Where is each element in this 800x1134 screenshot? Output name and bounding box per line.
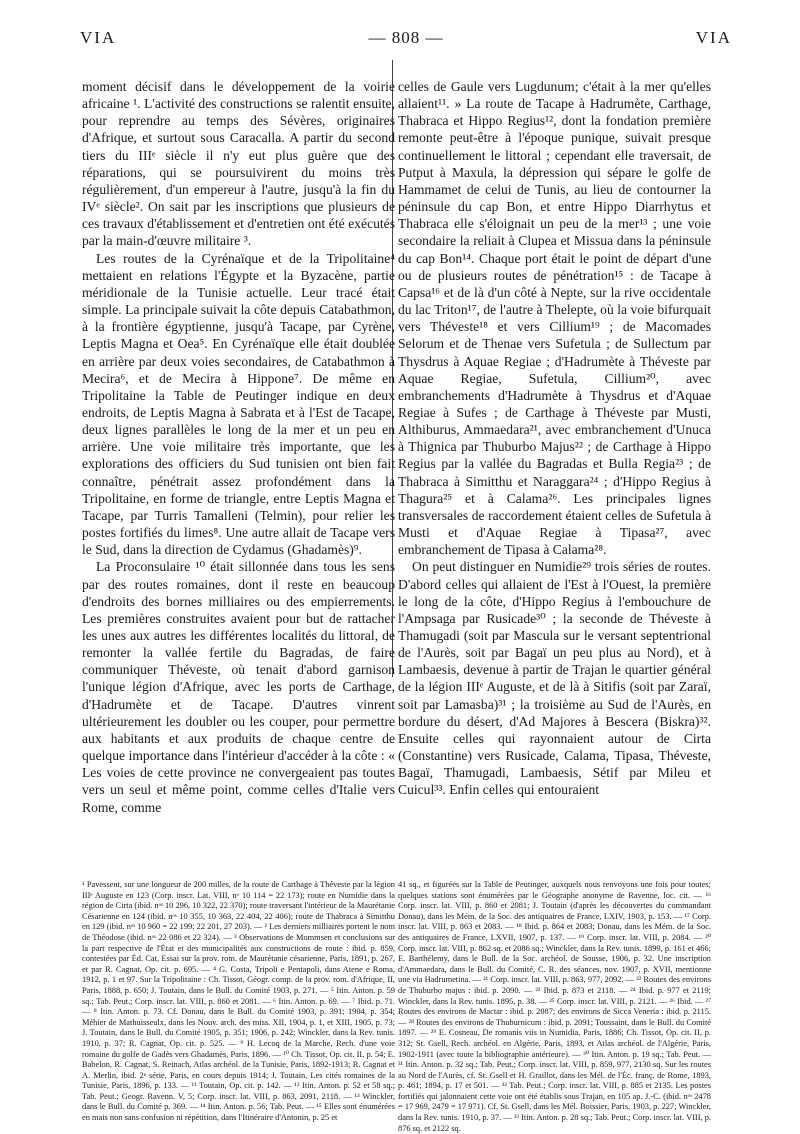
footnotes-right: 41 sq., et figurées sur la Table de Peutinger, auxquels nous renvoyons une fois pour toutes; quelques stations sont énumérées par le Géographe anonyme de Ravenne, loc. cit. — ¹⁶ Corp. inscr. lat. VIII, p. 860 et 2081; J. Toutain (d'après les découvertes du commandant Donau), dans les Mém. de la Soc. des antiquaires de France, LXIV, 1903, p. 153. — ¹⁷ Corp. inscr. lat. VIII, p. 863 et 2083. — ¹⁸ Ibid. p. 864 et 2083; Donau, dans les Mém. de la Soc. des antiquaires de France, LXVII, 1907, p. 137. — ¹⁹ Corp. inscr. lat. VIII, p. 2084. — ²⁰ Corp. inscr. lat. VIII, p. 862 sq. et 2086 sq.; Winckler, dans la Rev. tunis. 1899, p. 161 et 466; E. Barthélemy, dans le Bull. de la Soc. archéol. de Sousse, 1906, p. 32. Une inscription d'Ammaedara, dans le Bull. du Comité, C. R. des séances, nov. 1907, p. XVII, mentionne une via Hadrumetina. — ²¹ Corp. inscr. lat. VIII, p. 863, 977, 2092. — ²² Routes des environs de Thuburbo majus : ibid. p. 2090. — ²³ Ibid. p. 873 et 2118. — ²⁴ Ibid. p. 977 et 2119; Winckler, dans la Rev. tunis. 1895, p. 38. — ²⁵ Corp. inscr. lat. VIII, p. 2121. — ²⁶ Ibid. — ²⁷ Routes des environs de Mactar : ibid. p. 2087; des environs de Sicca Veneria : ibid. p. 2115. — ²⁸ Routes des environs de Thuburnicum : ibid. p. 2091; Toussaint, dans le Bull. du Comité 1897. — ²⁹ E. Cosneau, De romanis viis in Numidia, Paris, 1886; Ch. Tissot, Op. cit. II, p. 312; St. Gsell, Rech. archéol. en Algérie, Paris, 1893, et Atlas archéol. de l'Algérie, Paris, 1902-1911 (avec toute la bibliographie antérieure). — ³⁰ Itin. Anton. p. 19 sq.; Tab. Peut. — ³¹ Itin. Anton. p. 32 sq.; Tab. Peut.; Corp. inscr. lat. VIII, p. 859, 977, 2130 sq. Sur les routes au Nord de l'Aurès, cf. St. Gsell et H. Graillot, dans les Mél. de l'Éc. franç. de Rome, 1893, p. 461; 1894, p. 17 et 501. — ³² Tab. Peut.; Corp. inscr. lat. VIII, p. 885 et 2135. Les postes fortifiés qui jalonnaient cette voie ont été établis sous Trajan, en 105 ap. J.-C. (ibid. nᵒˢ 2478 = 17 969, 2479 = 17 971). Cf. St. Gsell, dans les Mél. Boissier, Paris, 1903, p. 227; Winckler, dans la Rev. tunis. 1910, p. 37. — ³³ Itin. Anton. p. 28 sq.; Tab. Peut.; Corp. inscr. lat. VIII, p. 876 sq. et 2122 sq. — [398, 880, 711, 1133]
page-number: — 808 — — [368, 28, 444, 47]
footnotes-left: ¹ Pavessent, sur une longueur de 200 milles, de la route de Carthage à Théveste par la légion IIIᵉ Auguste en 123 (Corp. inscr. Lat. VIII, nᵒ 10 114 = 22 173); route en Numidie dans la région de Cirta (ibid. nᵒˢ 10 296, 10 322, 22 370); route traversant l'intérieur de la Maurétanie Césarienne en 124 (ibid. nᵒˢ 10 355, 10 363, 22 404, 22 406); route de Thabraca à Simitthu en 129 (ibid. nᵒˢ 10 960 = 22 199; 22 201, 27 203). — ² Les derniers milliaires portent le nom de Théodose (ibid. nᵒˢ 22 086 et 22 324). — ³ Observations de Mommsen et conclusions sur la part respective de l'État et des municipalités aux constructions de route : ibid. p. 859, contestées par Éd. Cat, Essai sur la prov. rom. de Maurétanie césarienne, Paris, 1891, p. 267, et par R. Cagnat, Op. cit. p. 695. — ⁴ G. Costa, Tripoli e Pentapoli, dans Atene e Roma, 1912, p. 1 et 97. Sur la Tripolitaine : Ch. Tissot, Géogr. comp. de la prov. rom. d'Afrique, II, Paris, 1888, p. 650; J. Toutain, dans le Bull. du Comité 1903, p. 271. — ⁵ Itin. Anton. p. 59 sq.; Tab. Peut.; Corp. inscr. lat. VIII, p. 860 et 2081. — ⁶ Itin. Anton. p. 69. — ⁷ Ibid. p. 71. — ⁸ Itin. Anton. p. 73. Cf. Donau, dans le Bull. du Comité 1903, p. 391; 1904, p. 354; Méhier de Mathuisseulx, dans les Nouv. arch. des miss. XII, 1904, p. 1, et XIII, 1905, p. 73; J. Toutain, dans le Bull. du Comité 1905, p. 351; 1906, p. 242; Winckler, dans la Rev. tunis. 1910, p. 37; R. Cagnat, Op. cit. p. 525. — ⁹ H. Lecoq de la Marche, Rech. d'une voie romaine du golfe de Gadès vers Ghadamès, Paris, 1896. — ¹⁰ Ch. Tissot, Op. cit. II, p. 54; E. Babelon, R. Cagnat, S. Reinach, Atlas archéol. de la Tunisie, Paris, 1892-1913; R. Cagnat et A. Merlin, ibid. 2ᵉ série, Paris, en cours depuis 1914; J. Toutain, Les cités romaines de la Tunisie, Paris, 1896, p. 133. — ¹¹ Toutain, Op. cit. p. 142. — ¹² Itin. Anton. p. 52 et 58 sq.; Tab. Peut.; Geogr. Ravenn. V, 5; Corp. inscr. lat. VIII, p. 863, 2091, 2118. — ¹³ Winckler, dans le Bull. du Comité p. 369. — ¹⁴ Itin. Anton. p. 56; Tab. Peut. — ¹⁵ Elles sont énumérées en mais non sans confusion ni répétition, dans l'Itinéraire d'Antonin, p. 25 et — [82, 880, 395, 1123]
paragraph: moment décisif dans le développement de la voirie africaine ¹. L'activité des constructions se ralentit ensuite, pour reprendre au temps des Sévères, originaires d'Afrique, et surtout sous Caracalla. A partir du second tiers du IIIᵉ siècle il n'y eut plus guère que des réparations, qui se poursuivirent du moins très régulièrement, d'un empereur à l'autre, jusqu'à la fin du IVᵉ siècle². On sait par les inscriptions que plusieurs de ces travaux d'établissement et d'entretien ont été exécutés par la main-d'œuvre militaire ³. — [82, 79, 395, 249]
running-head-right: VIA — [695, 28, 732, 47]
page-header — [80, 28, 732, 50]
paragraph: La Proconsulaire ¹⁰ était sillonnée dans tous les sens par des routes romaines, dont il reste en beaucoup d'endroits des bornes milliaires ou des empierrements. Les premières construites avaient pour but de rattacher les unes aux autres les différentes localités du littoral, de remonter la vallée fertile du Bagradas, de faire communiquer Théveste, où tenait d'abord garnison l'unique légion d'Afrique, avec les ports de Carthage, d'Hadrumète et de Tacape. D'autres vinrent ultérieurement les doubler ou les couper, pour permettre aux habitants et aux produits de chaque centre de quelque importance dans l'intérieur d'accéder à la côte : « Les voies de cette province ne convergeaient pas toutes vers un seul et même point, comme celles d'Italie vers Rome, comme — [82, 559, 395, 815]
paragraph: On peut distinguer en Numidie²⁹ trois séries de routes. D'abord celles qui allaient de l'Est à l'Ouest, la première le long de la côte, d'Hippo Regius à l'embouchure de l'Ampsaga par Rusicade³⁰ ; la seconde de Théveste à Thamugadi (soit par Mascula sur le versant septentrional de l'Aurès, soit par Bagaï un peu plus au Nord), et à Lambaesis, devenue à partir de Trajan le quartier général de la légion IIIᵉ Auguste, et de là à Sitifis (soit par Zaraï, soit par Lamasba)³¹ ; la troisième au Sud de l'Aurès, en bordure du désert, d'Ad Majores à Bescera (Biskra)³². Ensuite celles qui rayonnaient autour de Cirta (Constantine) vers Rusicade, Calama, Tipasa, Théveste, Bagaï, Thamugadi, Lambaesis, Sétif par Mileu et Cuicul³³. Enfin celles qui entouraient — [398, 559, 711, 798]
left-column — [82, 78, 395, 816]
paragraph: celles de Gaule vers Lugdunum; c'était à la mer qu'elles allaient¹¹. » La route de Tacape à Hadrumète, Carthage, Thabraca et Hippo Regius¹², dont la fondation première remonte peut-être à l'époque punique, suivait presque continuellement le littoral ; cependant elle traversait, de Putput à Maxula, la dépression qui sépare le golfe de Hammamet de celui de Tunis, au lieu de contourner la péninsule du cap Bon, et entre Hippo Diarrhytus et Thabraca elle s'éloignait un peu de la mer¹³ ; une voie secondaire la reliait à Clupea et Missua dans la péninsule du cap Bon¹⁴. Chaque port était le point de départ d'une ou de plusieurs routes de pénétration¹⁵ : de Tacape à Capsa¹⁶ et de là d'un côté à Nepte, sur la rive occidentale du lac Triton¹⁷, de l'autre à Thelepte, où la voie bifurquait vers Théveste¹⁸ et vers Cillium¹⁹ ; de Macomades Selorum et de Thenae vers Sufetula ; de Sullectum par Thysdrus à Aquae Regiae ; d'Hadrumète à Théveste par Aquae Regiae, Sufetula, Cillium²⁰, avec embranchements d'Hadrumète à Thysdrus et d'Aquae Regiae à Sufes ; de Carthage à Théveste par Musti, Althiburus, Ammaedara²¹, avec embranchement d'Unuca à Thignica par Thuburbo Majus²² ; de Carthage à Hippo Regius par la vallée du Bagradas et Bulla Regia²³ ; de Thabraca à Simitthu et Naraggara²⁴ ; d'Hippo Regius à Thagura²⁵ et à Calama²⁶. Les principales lignes transversales de raccordement étaient celles de Sufetula à Musti et d'Aquae Regiae à Tipasa²⁷, avec embranchement de Tipasa à Calama²⁸. — [398, 79, 711, 558]
right-column — [398, 78, 711, 799]
running-head-left: VIA — [80, 28, 117, 47]
paragraph: Les routes de la Cyrénaïque et de la Tripolitaine⁴ mettaient en relations l'Égypte et la Byzacène, partie méridionale de la Tunisie actuelle. Leur tracé était simple. La principale suivait la côte depuis Catabathmon, à la frontière égyptienne, jusqu'à Tacape, par Cyrène, Leptis Magna et Oea⁵. En Cyrénaïque elle était doublée en arrière par deux voies secondaires, de Catabathmon à Mecira⁶, et de Mecira à Hippone⁷. De même en Tripolitaine la Table de Peutinger indique en deux endroits, de Leptis Magna à Sabrata et à l'Est de Tacape, deux lignes parallèles le long de la mer et un peu en arrière. Une voie militaire très importante, que les explorations des officiers du Sud tunisien ont bien fait connaître, pénétrait assez profondément dans la Tripolitaine, en forme de triangle, entre Leptis Magna et Tacape, par Turris Tamalleni (Telmin), pour relier les postes fortifiés du limes⁸. Une autre allait de Tacape vers le Sud, dans la direction de Cydamus (Ghadamès)⁹. — [82, 250, 395, 558]
